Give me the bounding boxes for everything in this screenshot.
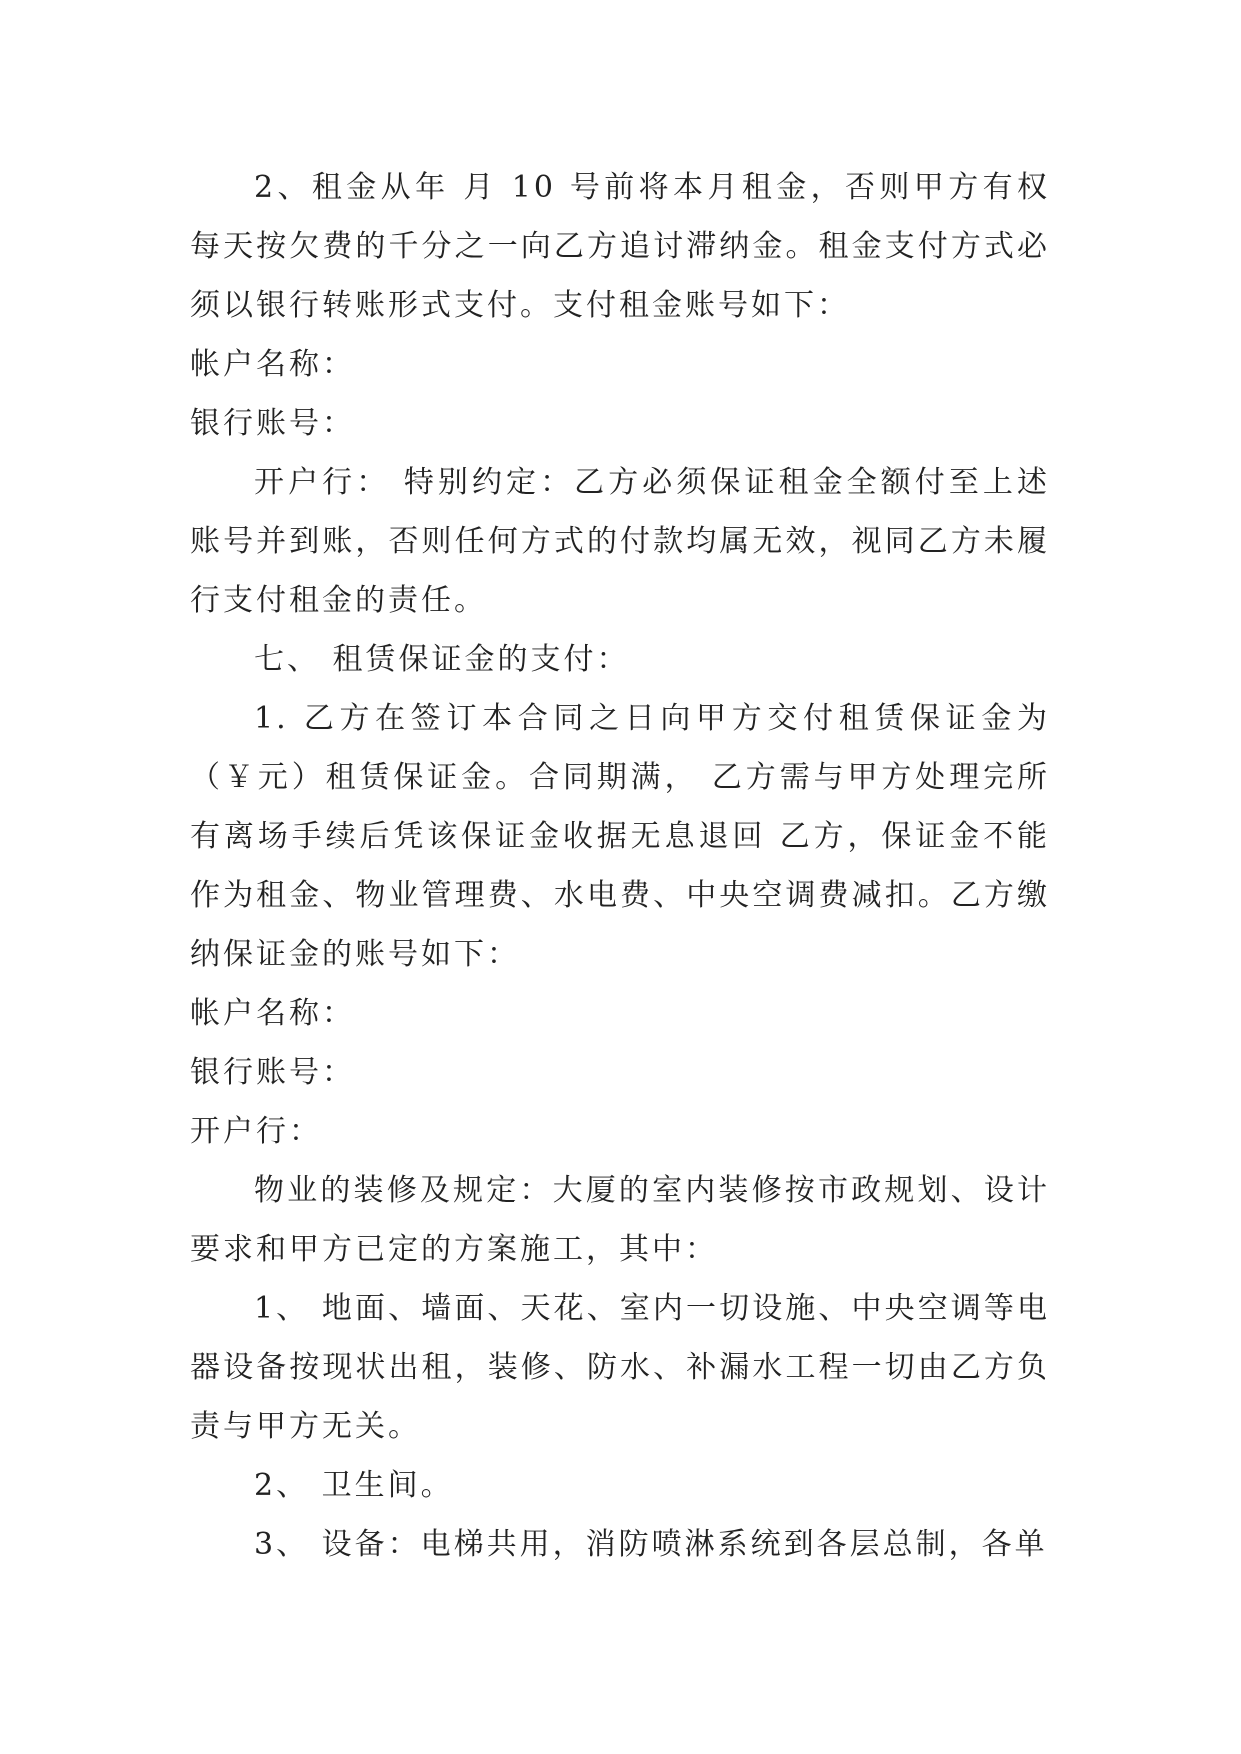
paragraph-renovation-rules: 物业的装修及规定：大厦的室内装修按市政规划、设计要求和甲方已定的方案施工，其中： (190, 1173, 1050, 1267)
paragraph-item-3-equipment: 3、 设备：电梯共用，消防喷淋系统到各层总制，各单 (254, 1527, 1048, 1562)
section-heading-deposit: 七、 租赁保证金的支付： (254, 642, 630, 677)
deposit-bank-branch-label: 开户行： (190, 1114, 322, 1149)
paragraph-deposit-payment: 1. 乙方在签订本合同之日向甲方交付租赁保证金为（￥元）租赁保证金。合同期满， 乙方需与甲方处理完所有离场手续后凭该保证金收据无息退回 乙方，保证金不能作为租金、物业管理费、水电费、中央空调费减扣。乙方缴纳保证金的账号如下： (190, 701, 1050, 972)
paragraph-item-2-restroom: 2、 卫生间。 (254, 1468, 454, 1503)
paragraph-item-1-facilities: 1、 地面、墙面、天花、室内一切设施、中央空调等电器设备按现状出租，装修、防水、补漏水工程一切由乙方负责与甲方无关。 (190, 1291, 1050, 1444)
rent-bank-account-label: 银行账号： (190, 406, 355, 441)
paragraph-rent-bank-special-terms: 开户行： 特别约定：乙方必须保证租金全额付至上述账号并到账，否则任何方式的付款均属无效，视同乙方未履行支付租金的责任。 (190, 465, 1050, 618)
paragraph-rent-payment: 2、租金从年 月 10 号前将本月租金，否则甲方有权每天按欠费的千分之一向乙方追讨滞纳金。租金支付方式必须以银行转账形式支付。支付租金账号如下： (190, 170, 1050, 323)
deposit-account-name-label: 帐户名称： (190, 996, 355, 1031)
document-body (190, 158, 1050, 1574)
rent-account-name-label: 帐户名称： (190, 347, 355, 382)
deposit-bank-account-label: 银行账号： (190, 1055, 355, 1090)
